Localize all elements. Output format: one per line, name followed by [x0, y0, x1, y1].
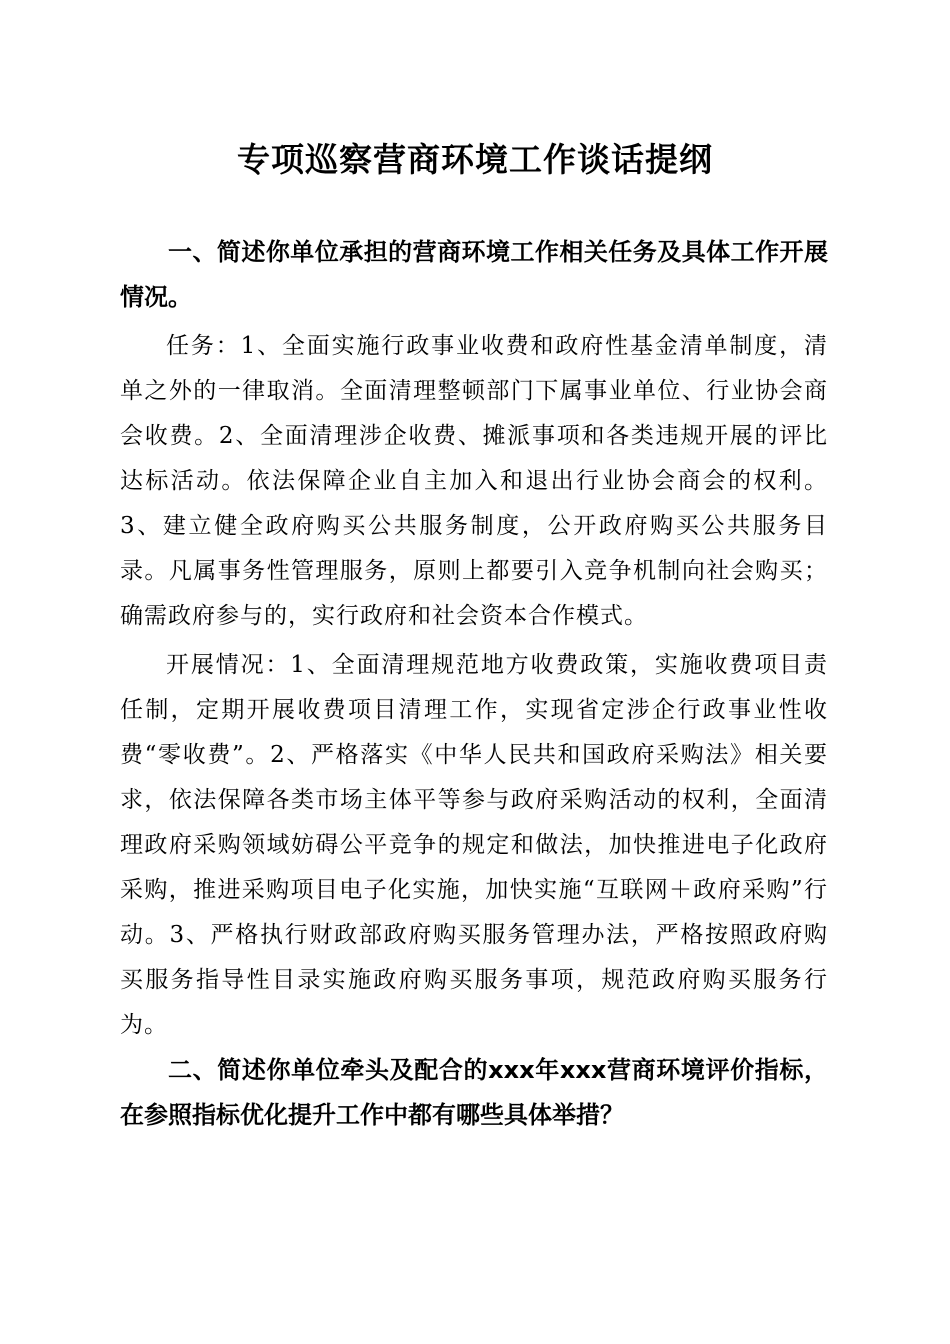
section-heading-1: 一、简述你单位承担的营商环境工作相关任务及具体工作开展情况。	[120, 238, 828, 311]
section-heading-2: 二、简述你单位牵头及配合的xxx年xxx营商环境评价指标，在参照指标优化提升工作中都有哪些具体举措？	[120, 1056, 828, 1129]
document-body	[120, 230, 828, 1138]
document-title: 专项巡察营商环境工作谈话提纲	[237, 140, 713, 179]
paragraph-progress: 开展情况：1、全面清理规范地方收费政策，实施收费项目责任制，定期开展收费项目清理工作，实现省定涉企行政事业性收费“零收费”。2、严格落实《中华人民共和国政府采购法》相关要求，依法保障各类市场主体平等参与政府采购活动的权利，全面清理政府采购领域妨碍公平竞争的规定和做法，加快推进电子化政府采购，推进采购项目电子化实施，加快实施“互联网＋政府采购”行动。3、严格执行财政部政府购买服务管理办法，严格按照政府购买服务指导性目录实施政府购买服务事项，规范政府购买服务行为。	[120, 652, 828, 1038]
paragraph-tasks: 任务：1、全面实施行政事业收费和政府性基金清单制度，清单之外的一律取消。全面清理整顿部门下属事业单位、行业协会商会收费。2、全面清理涉企收费、摊派事项和各类违规开展的评比达标活动。依法保障企业自主加入和退出行业协会商会的权利。3、建立健全政府购买公共服务制度，公开政府购买公共服务目录。凡属事务性管理服务，原则上都要引入竞争机制向社会购买；确需政府参与的，实行政府和社会资本合作模式。	[120, 333, 828, 629]
